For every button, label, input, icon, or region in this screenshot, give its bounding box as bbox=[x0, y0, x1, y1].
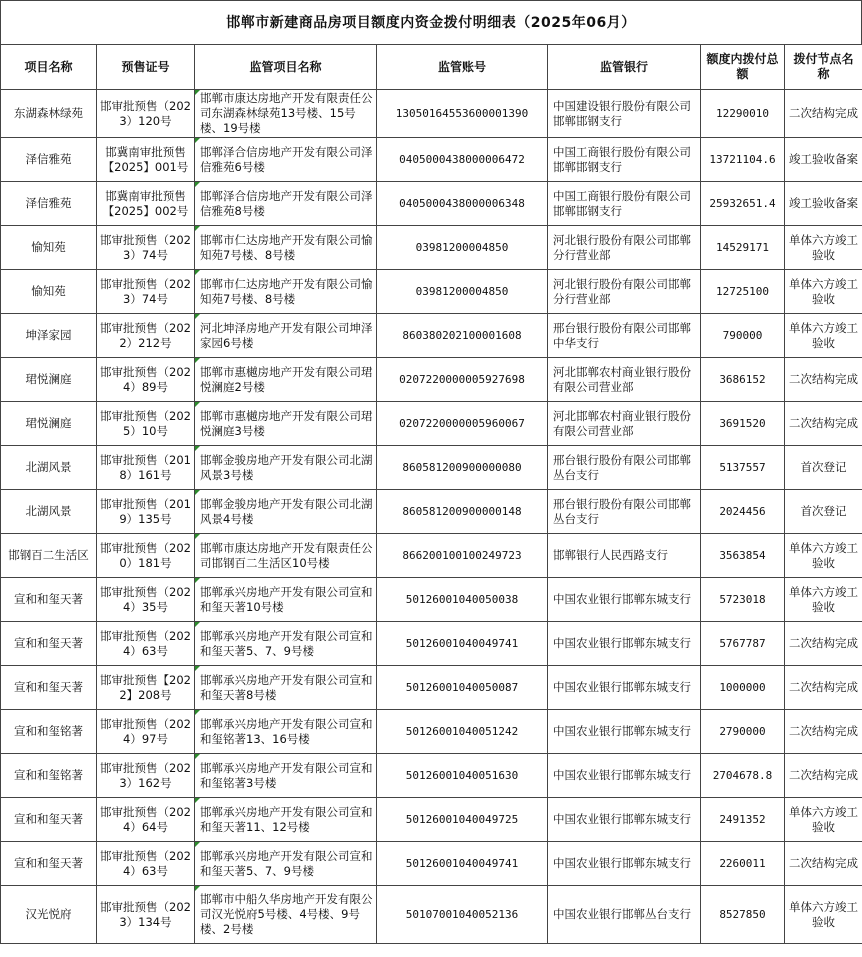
cell-node-name: 首次登记 bbox=[785, 446, 862, 490]
cell-supervised-project: 邯郸市惠樾房地产开发有限公司珺悦澜庭2号楼 bbox=[195, 358, 377, 402]
cell-supervised-project: 邯郸承兴房地产开发有限公司宣和和玺天著11、12号楼 bbox=[195, 798, 377, 842]
cell-supervising-bank: 邢台银行股份有限公司邯郸丛台支行 bbox=[548, 490, 701, 534]
cell-allocated-amount: 3563854 bbox=[701, 534, 785, 578]
table-row bbox=[1, 270, 862, 314]
cell-account-no: 0405000438000006472 bbox=[377, 138, 548, 182]
cell-account-no: 50126001040051630 bbox=[377, 754, 548, 798]
allocation-table bbox=[0, 44, 862, 944]
cell-allocated-amount: 3686152 bbox=[701, 358, 785, 402]
cell-project-name: 宣和和玺天著 bbox=[1, 842, 97, 886]
table-row bbox=[1, 578, 862, 622]
cell-allocated-amount: 1000000 bbox=[701, 666, 785, 710]
cell-permit-no: 邯审批预售（2024）63号 bbox=[97, 622, 195, 666]
cell-supervising-bank: 邢台银行股份有限公司邯郸中华支行 bbox=[548, 314, 701, 358]
cell-supervising-bank: 邯郸银行人民西路支行 bbox=[548, 534, 701, 578]
cell-node-name: 单体六方竣工验收 bbox=[785, 534, 862, 578]
header-node-name: 拨付节点名称 bbox=[785, 45, 862, 90]
cell-supervised-project: 邯郸金骏房地产开发有限公司北湖风景4号楼 bbox=[195, 490, 377, 534]
cell-supervising-bank: 中国建设银行股份有限公司邯郸邯钢支行 bbox=[548, 90, 701, 138]
cell-permit-no: 邯审批预售（2018）161号 bbox=[97, 446, 195, 490]
cell-supervising-bank: 中国农业银行邯郸东城支行 bbox=[548, 622, 701, 666]
cell-allocated-amount: 13721104.6 bbox=[701, 138, 785, 182]
cell-account-no: 03981200004850 bbox=[377, 270, 548, 314]
table-row bbox=[1, 182, 862, 226]
cell-allocated-amount: 2491352 bbox=[701, 798, 785, 842]
cell-supervising-bank: 中国农业银行邯郸丛台支行 bbox=[548, 886, 701, 944]
table-row bbox=[1, 534, 862, 578]
cell-permit-no: 邯审批预售（2023）162号 bbox=[97, 754, 195, 798]
cell-account-no: 50126001040051242 bbox=[377, 710, 548, 754]
cell-supervised-project: 邯郸承兴房地产开发有限公司宣和和玺铭著13、16号楼 bbox=[195, 710, 377, 754]
cell-project-name: 愉知苑 bbox=[1, 226, 97, 270]
cell-account-no: 0405000438000006348 bbox=[377, 182, 548, 226]
table-row bbox=[1, 90, 862, 138]
table-row bbox=[1, 666, 862, 710]
cell-project-name: 坤泽家园 bbox=[1, 314, 97, 358]
cell-permit-no: 邯审批预售（2023）74号 bbox=[97, 226, 195, 270]
cell-permit-no: 邯审批预售（2022）212号 bbox=[97, 314, 195, 358]
cell-account-no: 860581200900000080 bbox=[377, 446, 548, 490]
header-account-no: 监管账号 bbox=[377, 45, 548, 90]
table-row bbox=[1, 798, 862, 842]
table-row bbox=[1, 138, 862, 182]
cell-node-name: 二次结构完成 bbox=[785, 622, 862, 666]
cell-supervised-project: 邯郸泽合信房地产开发有限公司泽信雅苑8号楼 bbox=[195, 182, 377, 226]
cell-supervising-bank: 河北银行股份有限公司邯郸分行营业部 bbox=[548, 226, 701, 270]
table-row bbox=[1, 226, 862, 270]
cell-node-name: 二次结构完成 bbox=[785, 666, 862, 710]
cell-node-name: 竣工验收备案 bbox=[785, 138, 862, 182]
cell-account-no: 50126001040049741 bbox=[377, 842, 548, 886]
cell-permit-no: 邯审批预售（2024）63号 bbox=[97, 842, 195, 886]
cell-node-name: 单体六方竣工验收 bbox=[785, 270, 862, 314]
cell-permit-no: 邯审批预售（2024）64号 bbox=[97, 798, 195, 842]
header-supervised-project: 监管项目名称 bbox=[195, 45, 377, 90]
header-permit-no: 预售证号 bbox=[97, 45, 195, 90]
table-row bbox=[1, 402, 862, 446]
cell-allocated-amount: 2790000 bbox=[701, 710, 785, 754]
cell-node-name: 二次结构完成 bbox=[785, 710, 862, 754]
table-row bbox=[1, 710, 862, 754]
cell-supervised-project: 邯郸市惠樾房地产开发有限公司珺悦澜庭3号楼 bbox=[195, 402, 377, 446]
cell-account-no: 0207220000005960067 bbox=[377, 402, 548, 446]
cell-permit-no: 邯冀南审批预售【2025】002号 bbox=[97, 182, 195, 226]
cell-supervised-project: 邯郸承兴房地产开发有限公司宣和和玺天著8号楼 bbox=[195, 666, 377, 710]
cell-allocated-amount: 12725100 bbox=[701, 270, 785, 314]
cell-allocated-amount: 14529171 bbox=[701, 226, 785, 270]
cell-account-no: 50107001040052136 bbox=[377, 886, 548, 944]
cell-supervising-bank: 中国农业银行邯郸东城支行 bbox=[548, 842, 701, 886]
cell-supervised-project: 邯郸承兴房地产开发有限公司宣和和玺铭著3号楼 bbox=[195, 754, 377, 798]
cell-node-name: 二次结构完成 bbox=[785, 402, 862, 446]
cell-node-name: 竣工验收备案 bbox=[785, 182, 862, 226]
header-allocated-amount: 额度内拨付总额 bbox=[701, 45, 785, 90]
table-row bbox=[1, 314, 862, 358]
cell-allocated-amount: 5137557 bbox=[701, 446, 785, 490]
cell-allocated-amount: 5767787 bbox=[701, 622, 785, 666]
cell-node-name: 单体六方竣工验收 bbox=[785, 798, 862, 842]
cell-supervising-bank: 中国农业银行邯郸东城支行 bbox=[548, 754, 701, 798]
cell-supervised-project: 邯郸承兴房地产开发有限公司宣和和玺天著5、7、9号楼 bbox=[195, 622, 377, 666]
table-row bbox=[1, 842, 862, 886]
cell-project-name: 珺悦澜庭 bbox=[1, 402, 97, 446]
cell-node-name: 二次结构完成 bbox=[785, 90, 862, 138]
cell-supervising-bank: 中国农业银行邯郸东城支行 bbox=[548, 578, 701, 622]
cell-project-name: 泽信雅苑 bbox=[1, 182, 97, 226]
cell-permit-no: 邯审批预售（2025）10号 bbox=[97, 402, 195, 446]
cell-supervised-project: 邯郸市中船久华房地产开发有限公司汉光悦府5号楼、4号楼、9号楼、2号楼 bbox=[195, 886, 377, 944]
cell-supervising-bank: 河北邯郸农村商业银行股份有限公司营业部 bbox=[548, 402, 701, 446]
cell-project-name: 宣和和玺铭著 bbox=[1, 754, 97, 798]
header-supervising-bank: 监管银行 bbox=[548, 45, 701, 90]
cell-allocated-amount: 8527850 bbox=[701, 886, 785, 944]
cell-project-name: 邯钢百二生活区 bbox=[1, 534, 97, 578]
cell-node-name: 首次登记 bbox=[785, 490, 862, 534]
cell-supervised-project: 邯郸承兴房地产开发有限公司宣和和玺天著5、7、9号楼 bbox=[195, 842, 377, 886]
cell-supervised-project: 邯郸市仁达房地产开发有限公司愉知苑7号楼、8号楼 bbox=[195, 270, 377, 314]
table-row bbox=[1, 490, 862, 534]
cell-permit-no: 邯审批预售（2023）74号 bbox=[97, 270, 195, 314]
cell-permit-no: 邯审批预售（2024）97号 bbox=[97, 710, 195, 754]
cell-node-name: 单体六方竣工验收 bbox=[785, 578, 862, 622]
table-row bbox=[1, 446, 862, 490]
cell-supervising-bank: 中国农业银行邯郸东城支行 bbox=[548, 710, 701, 754]
cell-account-no: 866200100100249723 bbox=[377, 534, 548, 578]
cell-supervising-bank: 中国工商银行股份有限公司邯郸邯钢支行 bbox=[548, 138, 701, 182]
cell-allocated-amount: 3691520 bbox=[701, 402, 785, 446]
cell-account-no: 50126001040049741 bbox=[377, 622, 548, 666]
cell-node-name: 二次结构完成 bbox=[785, 754, 862, 798]
cell-project-name: 东湖森林绿苑 bbox=[1, 90, 97, 138]
cell-allocated-amount: 2024456 bbox=[701, 490, 785, 534]
cell-node-name: 单体六方竣工验收 bbox=[785, 886, 862, 944]
cell-project-name: 宣和和玺铭著 bbox=[1, 710, 97, 754]
cell-project-name: 泽信雅苑 bbox=[1, 138, 97, 182]
cell-permit-no: 邯冀南审批预售【2025】001号 bbox=[97, 138, 195, 182]
cell-supervised-project: 邯郸金骏房地产开发有限公司北湖风景3号楼 bbox=[195, 446, 377, 490]
cell-account-no: 860380202100001608 bbox=[377, 314, 548, 358]
cell-project-name: 宣和和玺天著 bbox=[1, 666, 97, 710]
cell-account-no: 50126001040049725 bbox=[377, 798, 548, 842]
cell-project-name: 宣和和玺天著 bbox=[1, 798, 97, 842]
cell-supervised-project: 邯郸市康达房地产开发有限责任公司东湖森林绿苑13号楼、15号楼、19号楼 bbox=[195, 90, 377, 138]
table-row bbox=[1, 886, 862, 944]
cell-project-name: 宣和和玺天著 bbox=[1, 622, 97, 666]
cell-account-no: 50126001040050038 bbox=[377, 578, 548, 622]
cell-allocated-amount: 5723018 bbox=[701, 578, 785, 622]
cell-node-name: 单体六方竣工验收 bbox=[785, 226, 862, 270]
table-row bbox=[1, 754, 862, 798]
cell-project-name: 宣和和玺天著 bbox=[1, 578, 97, 622]
cell-allocated-amount: 25932651.4 bbox=[701, 182, 785, 226]
cell-project-name: 北湖风景 bbox=[1, 490, 97, 534]
cell-project-name: 汉光悦府 bbox=[1, 886, 97, 944]
cell-permit-no: 邯审批预售（2024）35号 bbox=[97, 578, 195, 622]
cell-allocated-amount: 2260011 bbox=[701, 842, 785, 886]
cell-supervising-bank: 河北银行股份有限公司邯郸分行营业部 bbox=[548, 270, 701, 314]
cell-permit-no: 邯审批预售（2023）120号 bbox=[97, 90, 195, 138]
cell-allocated-amount: 2704678.8 bbox=[701, 754, 785, 798]
cell-account-no: 50126001040050087 bbox=[377, 666, 548, 710]
cell-allocated-amount: 12290010 bbox=[701, 90, 785, 138]
cell-permit-no: 邯审批预售（2019）135号 bbox=[97, 490, 195, 534]
cell-account-no: 13050164553600001390 bbox=[377, 90, 548, 138]
cell-supervising-bank: 中国农业银行邯郸东城支行 bbox=[548, 666, 701, 710]
cell-account-no: 03981200004850 bbox=[377, 226, 548, 270]
cell-supervising-bank: 河北邯郸农村商业银行股份有限公司营业部 bbox=[548, 358, 701, 402]
cell-supervising-bank: 中国工商银行股份有限公司邯郸邯钢支行 bbox=[548, 182, 701, 226]
cell-node-name: 二次结构完成 bbox=[785, 358, 862, 402]
cell-permit-no: 邯审批预售（2020）181号 bbox=[97, 534, 195, 578]
cell-account-no: 860581200900000148 bbox=[377, 490, 548, 534]
cell-permit-no: 邯审批预售【2022】208号 bbox=[97, 666, 195, 710]
cell-supervising-bank: 中国农业银行邯郸东城支行 bbox=[548, 798, 701, 842]
cell-permit-no: 邯审批预售（2023）134号 bbox=[97, 886, 195, 944]
cell-node-name: 二次结构完成 bbox=[785, 842, 862, 886]
cell-supervised-project: 邯郸市康达房地产开发有限责任公司邯钢百二生活区10号楼 bbox=[195, 534, 377, 578]
cell-permit-no: 邯审批预售（2024）89号 bbox=[97, 358, 195, 402]
table-header-row bbox=[1, 45, 862, 90]
cell-supervised-project: 邯郸泽合信房地产开发有限公司泽信雅苑6号楼 bbox=[195, 138, 377, 182]
cell-supervised-project: 邯郸市仁达房地产开发有限公司愉知苑7号楼、8号楼 bbox=[195, 226, 377, 270]
page-title: 邯郸市新建商品房项目额度内资金拨付明细表（2025年06月） bbox=[0, 0, 862, 44]
cell-node-name: 单体六方竣工验收 bbox=[785, 314, 862, 358]
cell-supervised-project: 河北坤泽房地产开发有限公司坤泽家园6号楼 bbox=[195, 314, 377, 358]
header-project-name: 项目名称 bbox=[1, 45, 97, 90]
cell-project-name: 愉知苑 bbox=[1, 270, 97, 314]
cell-allocated-amount: 790000 bbox=[701, 314, 785, 358]
cell-supervising-bank: 邢台银行股份有限公司邯郸丛台支行 bbox=[548, 446, 701, 490]
cell-project-name: 北湖风景 bbox=[1, 446, 97, 490]
cell-project-name: 珺悦澜庭 bbox=[1, 358, 97, 402]
table-row bbox=[1, 622, 862, 666]
cell-account-no: 0207220000005927698 bbox=[377, 358, 548, 402]
table-row bbox=[1, 358, 862, 402]
cell-supervised-project: 邯郸承兴房地产开发有限公司宣和和玺天著10号楼 bbox=[195, 578, 377, 622]
